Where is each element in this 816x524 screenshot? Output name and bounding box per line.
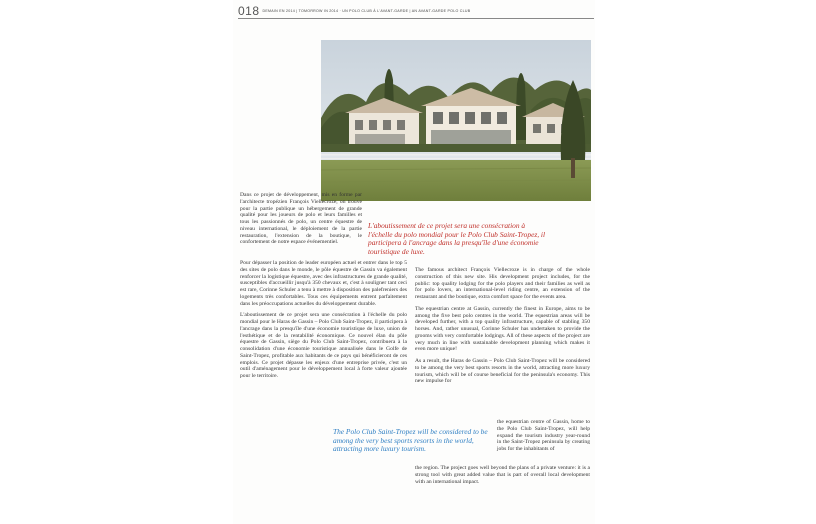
english-column-bottom <box>415 465 590 490</box>
english-paragraph: As a result, the Haras de Gassin – Polo Club Saint-Tropez will be considered to be among the very best sports resorts in the world, attracting more luxury tourism, which will be of course beneficial for the peninsula's economy. This new impulse for <box>415 358 590 385</box>
french-column <box>240 260 407 385</box>
pull-quote-french: L'aboutissement de ce projet sera une consécration à l'échelle du polo mondial pour le Polo Club Saint-Tropez, il participera à l'ancrage dans la presqu'île d'une économie touristique de luxe. <box>368 221 546 256</box>
french-paragraph: Pour dépasser la position de leader européen actuel et entrer dans le top 5 des sites de polo dans le monde, le pôle équestre de Gassin va également renforcer la logistique équestre, avec des infrastructures de grande qualité, susceptibles d'accueillir jusqu'à 350 chevaux et, c'est à souligner tant ceci est rare, Corinne Schuler a tenu à mettre à disposition des palefreniers des logements très confortables. Tous ces équipements entrent parfaitement dans les préoccupations actuelles du développement durable. <box>240 260 407 307</box>
french-paragraph: Dans ce projet de développement, mis en forme par l'architecte tropézien François Viellecroze, on trouve pour la partie publique un hébergement de grande qualité pour les joueurs de polo et leurs familles et tous les passionnés de polo, un centre équestre de niveau international, le déploiement de la partie restauration, l'extension de la boutique, le confortement de notre espace événementiel. <box>240 192 362 246</box>
english-paragraph: the equestrian centre of Gassin, home to the Polo Club Saint-Tropez, will help expand the tourism industry year-round in the Saint-Tropez peninsula by creating jobs for the inhabitants of <box>497 419 590 452</box>
running-title: DEMAIN EN 2014 | TOMORROW IN 2014 · UN POLO CLUB À L'AVANT-GARDE | AN AVANT-GARDE POLO CLUB <box>262 9 471 13</box>
pull-quote-english: The Polo Club Saint-Tropez will be considered to be among the very best sports resorts in the world, attracting more luxury tourism. <box>333 427 488 454</box>
english-column <box>415 267 590 385</box>
english-paragraph: The equestrian centre at Gassin, currently the finest in Europe, aims to be among the five best polo centres in the world. The equestrian areas will be developed further, with a top quality infrastructure, capable of stabling 350 horses. And, rather unusual, Corinne Schuler has undertaken to provide the grooms with very comfortable lodgings. All of these aspects of the project are very much in line with sustainable development planning which makes it even more unique! <box>415 305 590 353</box>
english-paragraph: The famous architect François Viellecroze is in charge of the whole construction of this new site. His development project includes, for the public: top quality lodging for the polo players and their families as well as for polo lovers, an international-level riding centre, an extension of the restaurant and the boutique, extra comfort space for the events area. <box>415 267 590 300</box>
page-number: 018 <box>238 4 260 18</box>
french-paragraph: L'aboutissement de ce projet sera une consécration à l'échelle du polo mondial pour le Haras de Gassin – Polo Club Saint-Tropez, il participera à l'ancrage dans la presqu'île d'une économie touristique de luxe, union de l'esthétique et de la rentabilité économique. Ce nouvel élan du pôle équestre de Gassin, siège du Polo Club Saint-Tropez, contribuera à la consolidation d'une économie touristique annualisée dans le Golfe de Saint-Tropez, profitable aux habitants de ce pays qui bénéficieront de ces emplois. Ce projet dépasse les enjeux d'une entreprise privée, c'est un outil d'aménagement pour le développement local à forte valeur ajoutée pour le territoire. <box>240 312 407 379</box>
running-header <box>238 4 594 19</box>
english-column-wrap <box>497 419 590 453</box>
english-paragraph: the region. The project goes well beyond the plans of a private venture: it is a strong tool with great added value that is part of overall local development with an international impact. <box>415 465 590 485</box>
french-column-top <box>240 192 362 251</box>
villa-photo <box>321 40 591 201</box>
villa-photo-icon <box>321 40 591 201</box>
